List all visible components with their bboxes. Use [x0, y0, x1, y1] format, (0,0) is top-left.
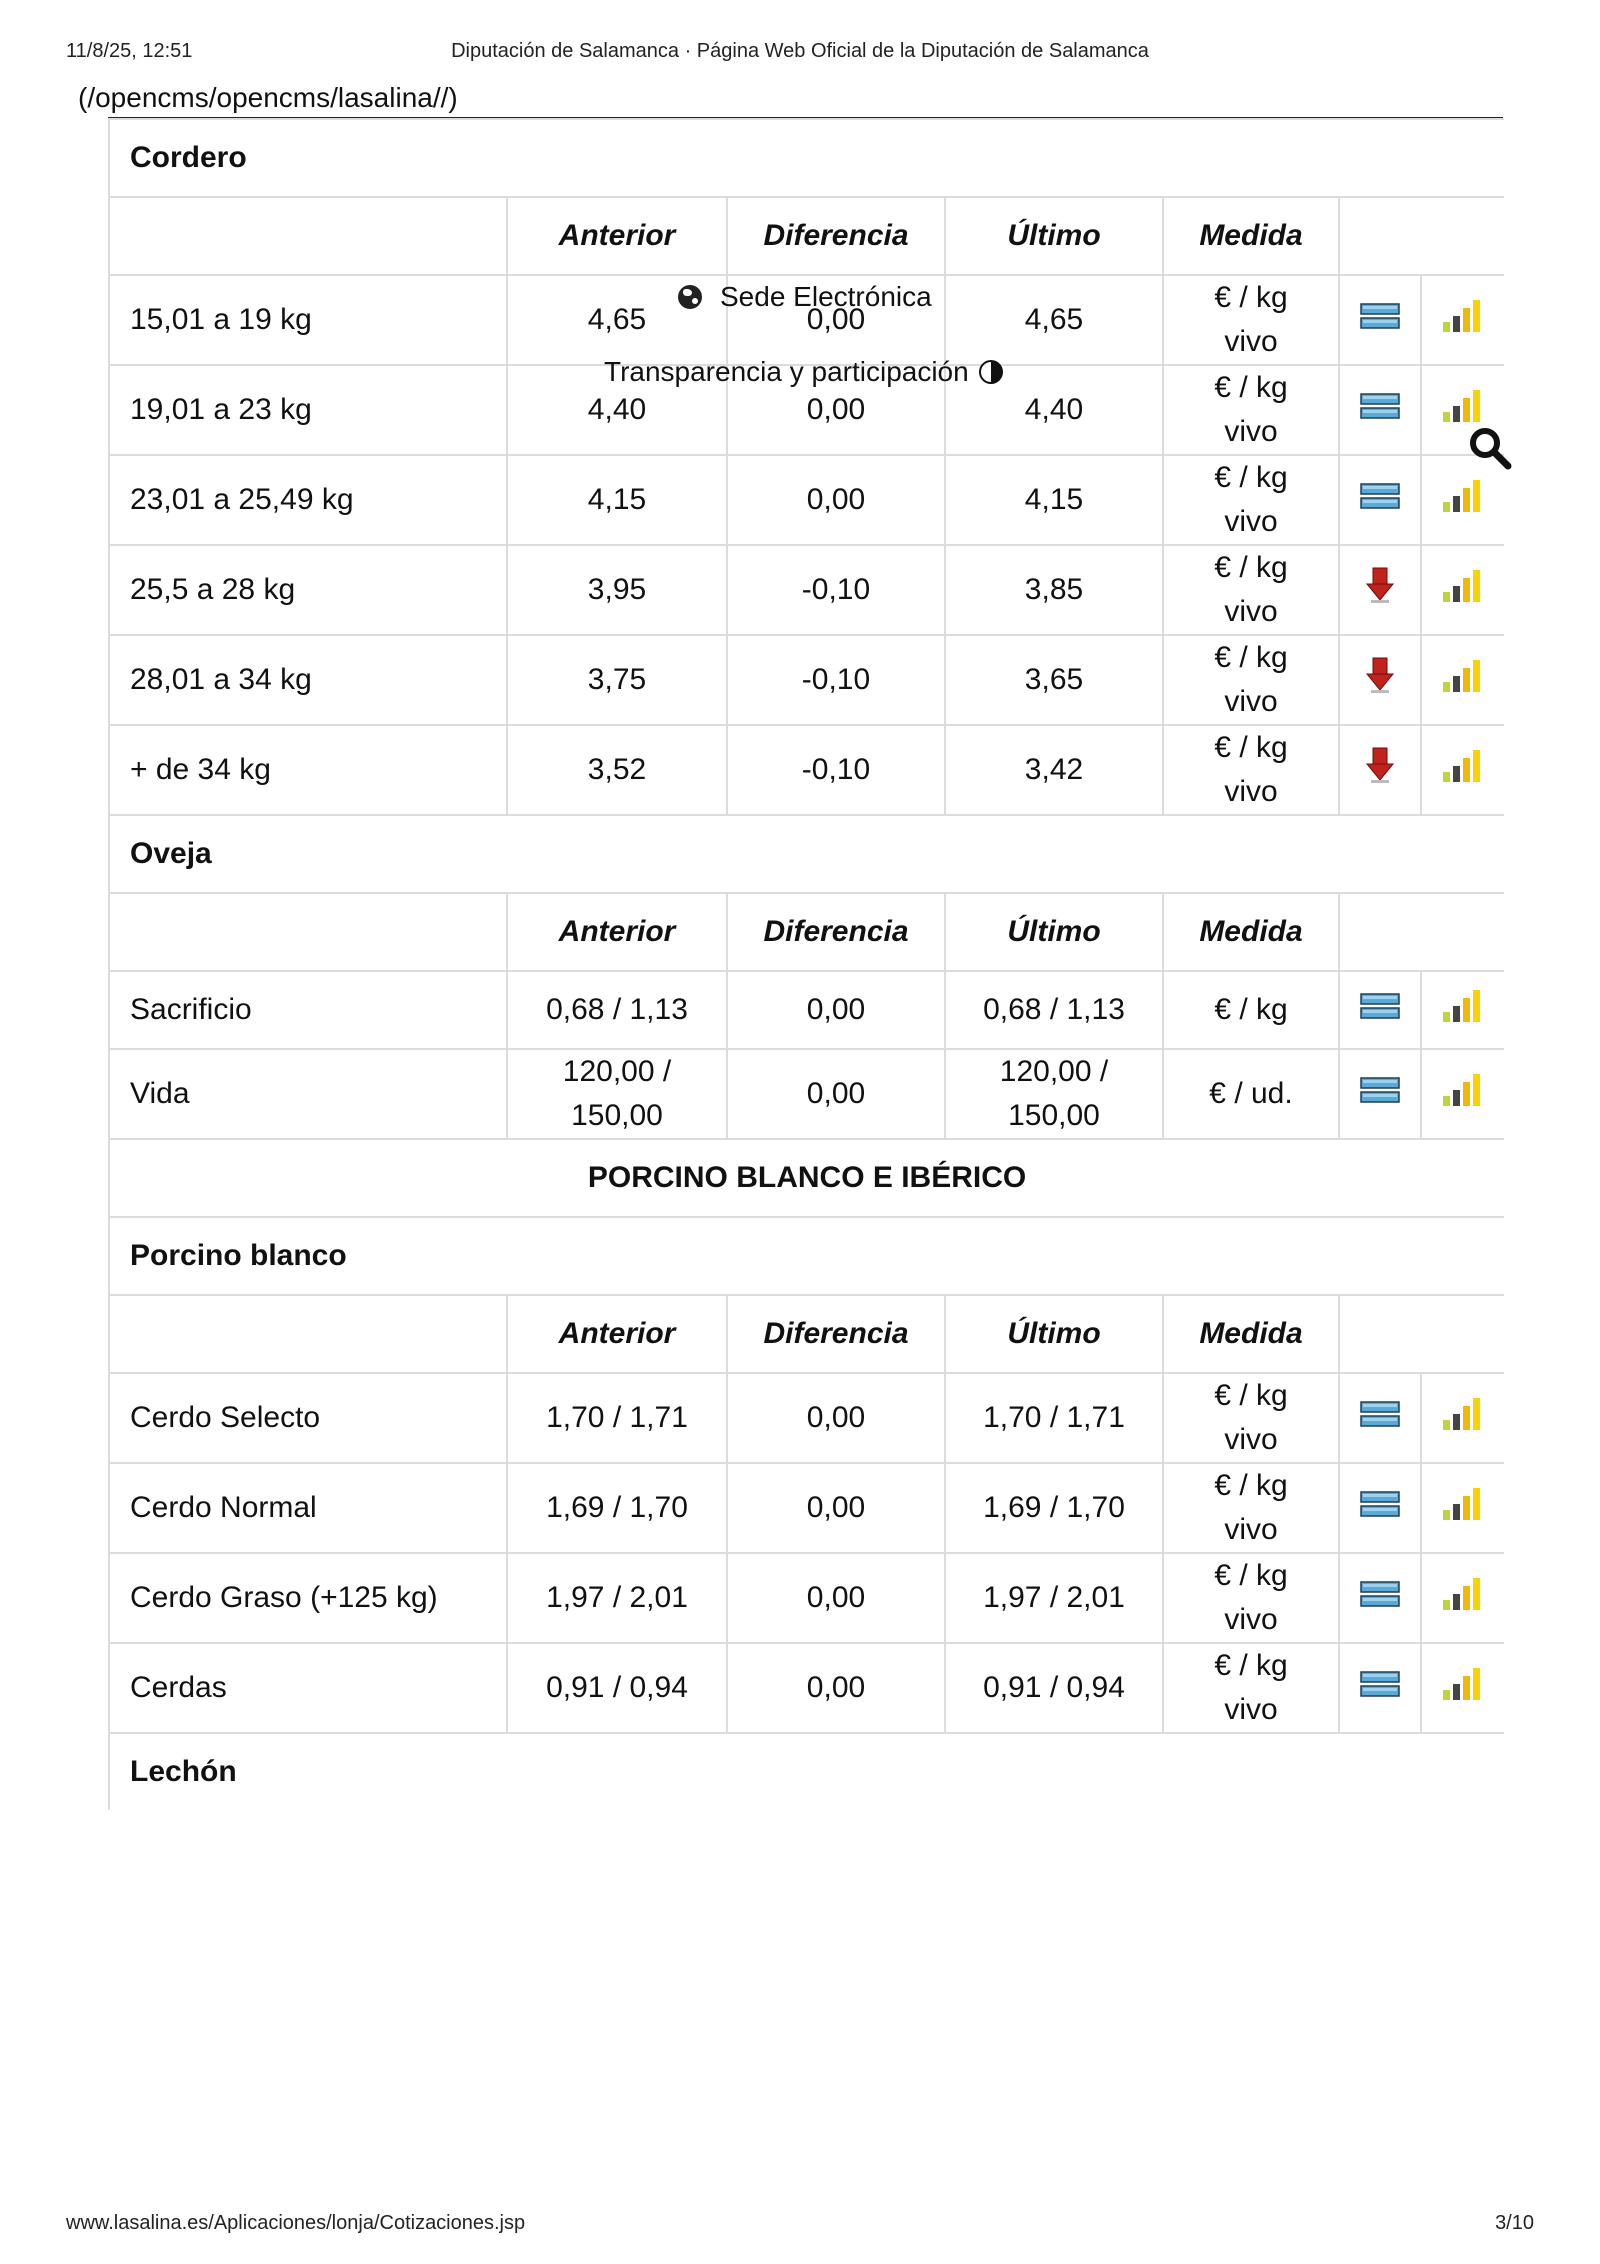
category-heading-porcino: PORCINO BLANCO E IBÉRICO — [109, 1139, 1504, 1217]
anterior-value: 120,00 / 150,00 — [507, 1049, 727, 1139]
table-row — [109, 971, 1504, 1049]
row-name: 19,01 a 23 kg — [109, 365, 507, 455]
history-chart-icon[interactable] — [1421, 1463, 1504, 1553]
history-chart-icon[interactable] — [1421, 1553, 1504, 1643]
page-number: 3/10 — [1495, 2212, 1534, 2234]
row-name: Vida — [109, 1049, 507, 1139]
steady-trend-icon — [1339, 1463, 1421, 1553]
home-link[interactable]: (/opencms/opencms/lasalina//) — [78, 82, 458, 113]
row-name: 15,01 a 19 kg — [109, 275, 507, 365]
medida-value: € / kg vivo — [1163, 1463, 1339, 1553]
table-row — [109, 545, 1504, 635]
ultimo-value: 120,00 / 150,00 — [945, 1049, 1163, 1139]
diferencia-value: 0,00 — [727, 1049, 945, 1139]
medida-value: € / kg vivo — [1163, 455, 1339, 545]
col-medida: Medida — [1163, 197, 1339, 275]
col-diferencia: Diferencia — [727, 893, 945, 971]
table-row — [109, 1553, 1504, 1643]
sede-label: Sede Electrónica — [720, 281, 932, 312]
section-title-lechon: Lechón — [109, 1733, 1504, 1810]
anterior-value: 0,91 / 0,94 — [507, 1643, 727, 1733]
anterior-value: 0,68 / 1,13 — [507, 971, 727, 1049]
diferencia-value: 0,00 — [727, 455, 945, 545]
ultimo-value: 0,68 / 1,13 — [945, 971, 1163, 1049]
row-name: 23,01 a 25,49 kg — [109, 455, 507, 545]
print-url: www.lasalina.es/Aplicaciones/lonja/Cotizaciones.jsp — [66, 2212, 526, 2234]
section-row — [109, 1139, 1504, 1217]
print-footer — [66, 2212, 1534, 2235]
anterior-value: 1,97 / 2,01 — [507, 1553, 727, 1643]
medida-value: € / kg vivo — [1163, 725, 1339, 815]
medida-value: € / kg vivo — [1163, 545, 1339, 635]
anterior-value: 4,15 — [507, 455, 727, 545]
ultimo-value: 4,65 — [945, 275, 1163, 365]
search-icon[interactable] — [1468, 426, 1512, 470]
ultimo-value: 4,40 — [945, 365, 1163, 455]
diferencia-value: 0,00 — [727, 365, 945, 455]
history-chart-icon[interactable] — [1421, 1373, 1504, 1463]
steady-trend-icon — [1339, 971, 1421, 1049]
column-header-row — [109, 893, 1504, 971]
medida-value: € / ud. — [1163, 1049, 1339, 1139]
row-name: Cerdo Selecto — [109, 1373, 507, 1463]
steady-trend-icon — [1339, 1643, 1421, 1733]
anterior-value: 4,40 — [507, 365, 727, 455]
section-title-cordero: Cordero — [109, 119, 1504, 197]
table-row — [109, 1643, 1504, 1733]
history-chart-icon[interactable] — [1421, 725, 1504, 815]
table-row — [109, 1373, 1504, 1463]
medida-value: € / kg vivo — [1163, 1553, 1339, 1643]
anterior-value: 3,52 — [507, 725, 727, 815]
diferencia-value: -0,10 — [727, 545, 945, 635]
anterior-value: 1,70 / 1,71 — [507, 1373, 727, 1463]
contrast-icon[interactable] — [979, 360, 1003, 384]
diferencia-value: -0,10 — [727, 635, 945, 725]
print-header — [66, 40, 1534, 66]
steady-trend-icon — [1339, 365, 1421, 455]
print-page-title: Diputación de Salamanca · Página Web Oficial de la Diputación de Salamanca — [451, 40, 1149, 62]
col-diferencia: Diferencia — [727, 197, 945, 275]
steady-trend-icon — [1339, 455, 1421, 545]
anterior-value: 3,75 — [507, 635, 727, 725]
col-diferencia: Diferencia — [727, 1295, 945, 1373]
medida-value: € / kg vivo — [1163, 1643, 1339, 1733]
row-name: Cerdo Graso (+125 kg) — [109, 1553, 507, 1643]
col-ultimo: Último — [945, 893, 1163, 971]
row-name: 28,01 a 34 kg — [109, 635, 507, 725]
steady-trend-icon — [1339, 1049, 1421, 1139]
row-name: Sacrificio — [109, 971, 507, 1049]
diferencia-value: 0,00 — [727, 971, 945, 1049]
table-row — [109, 725, 1504, 815]
col-anterior: Anterior — [507, 893, 727, 971]
medida-value: € / kg vivo — [1163, 635, 1339, 725]
diferencia-value: 0,00 — [727, 1373, 945, 1463]
diferencia-value: -0,10 — [727, 725, 945, 815]
sede-electronica-link[interactable] — [678, 281, 932, 313]
ultimo-value: 1,69 / 1,70 — [945, 1463, 1163, 1553]
medida-value: € / kg — [1163, 971, 1339, 1049]
transparencia-label: Transparencia y participación — [604, 356, 969, 387]
column-header-row — [109, 1295, 1504, 1373]
down-arrow-icon — [1339, 545, 1421, 635]
table-row — [109, 1463, 1504, 1553]
ultimo-value: 0,91 / 0,94 — [945, 1643, 1163, 1733]
transparencia-link[interactable] — [604, 356, 1003, 388]
steady-trend-icon — [1339, 1553, 1421, 1643]
row-name: Cerdo Normal — [109, 1463, 507, 1553]
diferencia-value: 0,00 — [727, 1553, 945, 1643]
ultimo-value: 3,42 — [945, 725, 1163, 815]
column-header-row — [109, 197, 1504, 275]
col-anterior: Anterior — [507, 1295, 727, 1373]
col-ultimo: Último — [945, 197, 1163, 275]
down-arrow-icon — [1339, 635, 1421, 725]
steady-trend-icon — [1339, 275, 1421, 365]
history-chart-icon[interactable] — [1421, 971, 1504, 1049]
col-anterior: Anterior — [507, 197, 727, 275]
section-row — [109, 1733, 1504, 1810]
ultimo-value: 1,70 / 1,71 — [945, 1373, 1163, 1463]
diferencia-value: 0,00 — [727, 1643, 945, 1733]
history-chart-icon[interactable] — [1421, 1643, 1504, 1733]
medida-value: € / kg vivo — [1163, 1373, 1339, 1463]
row-name: Cerdas — [109, 1643, 507, 1733]
col-ultimo: Último — [945, 1295, 1163, 1373]
print-datetime: 11/8/25, 12:51 — [66, 40, 193, 62]
table-row — [109, 455, 1504, 545]
col-medida: Medida — [1163, 1295, 1339, 1373]
history-chart-icon[interactable] — [1421, 275, 1504, 365]
down-arrow-icon — [1339, 725, 1421, 815]
medida-value: € / kg vivo — [1163, 365, 1339, 455]
ultimo-value: 4,15 — [945, 455, 1163, 545]
section-row — [109, 1217, 1504, 1295]
section-title-oveja: Oveja — [109, 815, 1504, 893]
history-chart-icon[interactable] — [1421, 1049, 1504, 1139]
diferencia-value: 0,00 — [727, 1463, 945, 1553]
table-row — [109, 1049, 1504, 1139]
ultimo-value: 3,85 — [945, 545, 1163, 635]
history-chart-icon[interactable] — [1421, 635, 1504, 725]
section-row — [109, 815, 1504, 893]
ultimo-value: 3,65 — [945, 635, 1163, 725]
table-row — [109, 635, 1504, 725]
section-title-porcino-blanco: Porcino blanco — [109, 1217, 1504, 1295]
history-chart-icon[interactable] — [1421, 545, 1504, 635]
quotes-table-container — [108, 118, 1504, 2210]
diferencia-value: 0,00 — [727, 275, 945, 365]
row-name: 25,5 a 28 kg — [109, 545, 507, 635]
section-row — [109, 119, 1504, 197]
steady-trend-icon — [1339, 1373, 1421, 1463]
anterior-value: 3,95 — [507, 545, 727, 635]
anterior-value: 4,65 — [507, 275, 727, 365]
ultimo-value: 1,97 / 2,01 — [945, 1553, 1163, 1643]
row-name: + de 34 kg — [109, 725, 507, 815]
anterior-value: 1,69 / 1,70 — [507, 1463, 727, 1553]
globe-icon — [678, 285, 702, 309]
medida-value: € / kg vivo — [1163, 275, 1339, 365]
col-medida: Medida — [1163, 893, 1339, 971]
